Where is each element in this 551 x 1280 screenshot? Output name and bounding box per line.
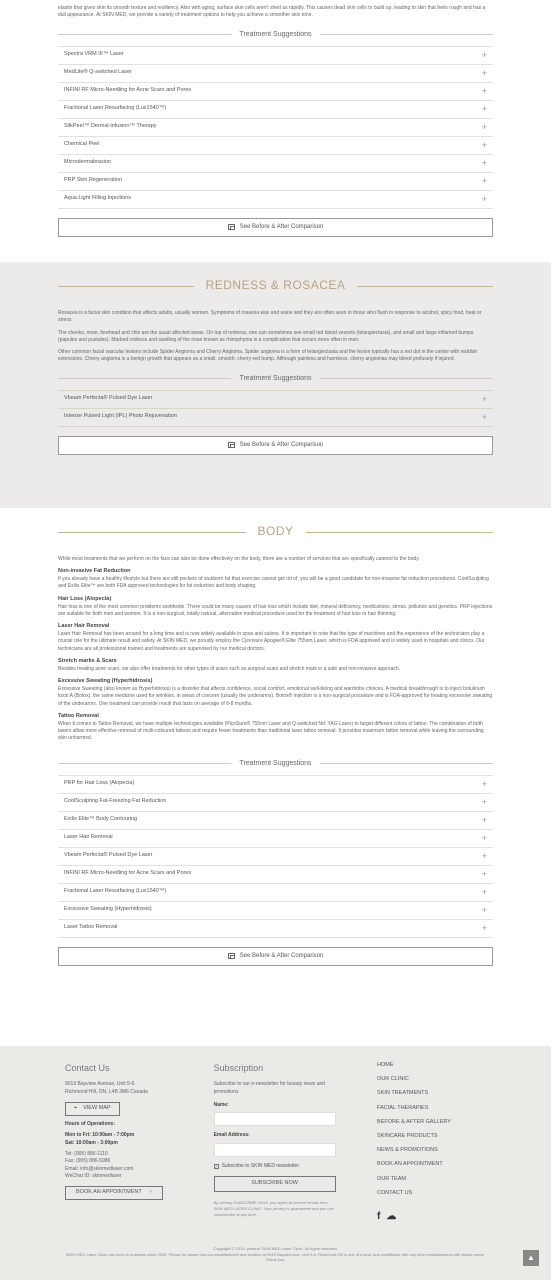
hours-line: Sat: 10:00am - 3:00pm (65, 1139, 118, 1146)
footer-menu-item[interactable]: OUR TEAM (377, 1175, 406, 1182)
gallery-icon (228, 953, 235, 959)
plus-icon: + (481, 103, 487, 114)
before-after-button[interactable]: See Before & After Comparison (58, 947, 493, 966)
plus-icon: + (481, 886, 487, 897)
treatment-item[interactable] (58, 409, 493, 427)
treatment-item-label: Fractional Laser Resurfacing (Lux1540™) (64, 888, 167, 895)
footer-menu-item[interactable]: BOOK AN APPOINTMENT (377, 1161, 443, 1168)
treatment-suggestions-heading: Treatment Suggestions (58, 374, 493, 384)
footer-menu-item[interactable]: CONTACT US (377, 1189, 413, 1196)
treatment-item[interactable] (58, 848, 493, 866)
hours-line: Mon to Fri: 10:00am - 7:00pm (65, 1132, 135, 1139)
plus-icon: + (481, 67, 487, 78)
subsection-heading: Tattoo Removal (58, 712, 99, 719)
address-line: 9019 Bayview Avenue, Unit 5-6 (65, 1081, 135, 1088)
name-label: Name: (213, 1102, 229, 1109)
copyright: Copyright © 2019, present SKIN MED Laser Clinic. All rights reserved. SKIN MED Laser Clinic has been in business since 2005. Please be aware that our establishment and location at 9019 Bayview Ave, Unit 5-6, Richmond Hill is one of a kind, and unaffiliated with any other establishment with similar name. Thank you. (65, 1246, 486, 1263)
newsletter-checkbox[interactable]: ✓ Subscribe to SKIN MED newsletter (214, 1162, 300, 1169)
subsection-heading: Laser Hair Removal (58, 623, 110, 630)
plus-icon: + (481, 175, 487, 186)
treatment-item[interactable] (58, 65, 493, 83)
subsection-text: When it comes to Tattoo Removal, we have multiple technologies available (PicoSure® 755nm Laser and Q-switched Nd: YAG Laser) to target different colors of tattoo. The combination of both lasers allow more effective removal of multi-coloured tattoos and require fewer treatments than traditional laser tattoo removal. It provides maximum tattoo removal while leaving the surrounding skin unharmed. (58, 720, 484, 742)
plus-icon: + (481, 922, 487, 933)
treatment-item[interactable] (58, 830, 493, 848)
name-input[interactable] (214, 1112, 336, 1126)
footer (0, 1046, 551, 1280)
plus-icon: + (481, 157, 487, 168)
view-map-button[interactable]: ⌖ VIEW MAP (65, 1102, 120, 1116)
treatment-item-label: Spectra VRM III™ Laser (64, 51, 124, 58)
treatment-item-label: Microdermabrasion (64, 159, 112, 166)
subsection-heading: Excessive Sweating (Hyperhidrosis) (58, 678, 153, 685)
plus-icon: + (481, 778, 487, 789)
footer-menu-item[interactable]: OUR CLINIC (377, 1076, 409, 1083)
plus-icon: + (481, 49, 487, 60)
treatment-item-label: Fractional Laser Resurfacing (Lux1540™) (64, 105, 167, 112)
arrow-up-icon[interactable]: ▲ (523, 1250, 539, 1266)
contact-title: Contact Us (65, 1063, 110, 1073)
treatment-suggestions-heading: Treatment Suggestions (58, 30, 493, 40)
subscription-column (214, 1062, 377, 1224)
treatment-item-label: Exilis Elite™ Body Contouring (64, 816, 138, 823)
treatment-item-label: Chemical Peel (64, 141, 100, 148)
texture-section (0, 0, 551, 262)
subscription-note: By clicking SUBSCRIBE NOW, you agree to receive emails from SKIN MED LASER CLINIC. Your privacy is guaranteed and you can unsubscribe at any time. (213, 1199, 334, 1217)
email-label: Email Address: (213, 1132, 250, 1139)
footer-menu-item[interactable]: BEFORE & AFTER GALLERY (377, 1118, 451, 1125)
facebook-icon[interactable]: f (377, 1210, 381, 1222)
treatment-item[interactable] (58, 794, 493, 812)
rosacea-section (0, 262, 551, 508)
treatment-list (58, 46, 493, 209)
section-title: REDNESS & ROSACEA (58, 262, 493, 310)
plus-icon: + (481, 393, 487, 404)
gallery-icon (228, 442, 235, 448)
contact-column (65, 1062, 214, 1224)
gallery-icon (228, 224, 235, 230)
subsection-text: If you already have a healthy lifestyle but there are still pockets of stubborn fat that exercise cannot get rid of, you will be a good candidate for non-invasive fat reduction procedures. CoolSculpting and Exilis Elite™ are both FDA approved technologies for fat reduction and body shaping. (58, 576, 489, 590)
plus-icon: + (481, 850, 487, 861)
treatment-item-label: Vbeam Perfecta® Pulsed Dye Laser (64, 395, 153, 402)
treatment-item[interactable] (58, 155, 493, 173)
plus-icon: + (481, 193, 487, 204)
plus-icon: + (481, 832, 487, 843)
treatment-item[interactable] (58, 173, 493, 191)
treatment-item[interactable] (58, 191, 493, 209)
plus-icon: + (481, 796, 487, 807)
hours-title: Hours of Operations: (65, 1121, 116, 1128)
treatment-item-label: PRP Skin Regeneration (64, 177, 122, 184)
paragraph: Other common facial vascular lesions include Spider Angioma and Cherry Angioma. Spider angioma is a form of telangiectasia and the lesion typically has a red dot in the center with reddish extensions. Cherry angioma is a benign growth that appears as a small, smooth, cherry-red bump. Although painless and harmless, cherry angiomas may bleed profusely if injured. (58, 349, 478, 363)
chevron-right-icon: › (149, 1188, 152, 1195)
subscription-title: Subscription (213, 1063, 264, 1073)
body-subsections (58, 568, 493, 742)
subsection-heading: Hair Loss (Alopecia) (58, 595, 112, 602)
plus-icon: + (481, 904, 487, 915)
before-after-button[interactable]: See Before & After Comparison (58, 436, 493, 455)
subsection-text: Excessive Sweating (also known as Hyperhidrosis) is a disorder that affects confidence, social comfort, emotional well-being and wardrobe choices. A medical breakthrough is to inject botulinum toxin A (Botox), the same medicine used for wrinkles, in areas of concern (usually the underarms). Botox® injection is a non-surgical procedure and is FDA-approved for treating excessive sweating of the underarms. One treatment can provide result that lasts on average of 6-8 months. (58, 686, 493, 707)
treatment-item[interactable] (58, 776, 493, 794)
intro-text: elastin that gives skin its smooth texture and resiliency. Also with aging, surface skin cells aren't shed as rapidly. This causes dead skin cells to build up, leading to skin that feels rough and has a dull appearance. At SKIN MED, we provide a variety of treatment options to help you achieve a smoother skin tone. (58, 5, 486, 19)
email-input[interactable] (214, 1143, 336, 1157)
treatment-suggestions-heading: Treatment Suggestions (58, 759, 493, 769)
paragraph: While most treatments that we perform on the face can also be done effectively on the body, there are a number of services that are specifically catered to the body. (58, 556, 420, 562)
subscription-text: Subscribe to our e-newsletter for beauty news and promotions (213, 1081, 326, 1095)
treatment-item[interactable] (58, 47, 493, 65)
book-appointment-button[interactable]: BOOK AN APPOINTMENT › (65, 1186, 163, 1200)
treatment-item-label: Laser Hair Removal (64, 834, 113, 841)
subsection-heading: Stretch marks & Scars (58, 657, 117, 664)
treatment-item-label: INFINI RF Micro-Needling for Acne Scars and Pores (64, 870, 192, 877)
email-link[interactable]: Email: info@skinmedlaser.com (65, 1165, 134, 1172)
plus-icon: + (481, 814, 487, 825)
plus-icon: + (481, 868, 487, 879)
treatment-item[interactable] (58, 920, 493, 938)
treatment-item[interactable] (58, 812, 493, 830)
treatment-item-label: INFINI RF Micro-Needling for Acne Scars and Pores (64, 87, 192, 94)
treatment-item-label: Intense Pulsed Light (IPL) Photo Rejuvenation (64, 413, 177, 420)
footer-menu-item[interactable]: NEWS & PROMOTIONS (377, 1147, 438, 1154)
treatment-item-label: Aqua Light Filling Injections (64, 195, 131, 202)
treatment-item[interactable] (58, 119, 493, 137)
plus-icon: + (481, 411, 487, 422)
treatment-list (58, 775, 493, 938)
footer-menu-item[interactable]: FACIAL THERAPIES (377, 1104, 429, 1111)
footer-menu (377, 1062, 486, 1224)
wechat-id: WeChat ID: skinmedlaser (65, 1173, 122, 1180)
wechat-icon[interactable]: ☁ (386, 1210, 397, 1222)
subsection-heading: Non-invasive Fat Reduction (58, 568, 131, 575)
check-icon: ✓ (214, 1163, 218, 1169)
section-title: BODY (58, 508, 493, 556)
treatment-item-label: CoolSculpting Fat-Freezing Fat Reduction (64, 798, 167, 805)
fax: Fax: (905) 886-5986 (65, 1158, 111, 1165)
subsection-text: Besides treating acne scars, we also offer treatments for other types of scars such as surgical scars and stretch mark in a safe and non-invasive approach. (58, 665, 401, 672)
map-icon: ⌖ (74, 1105, 78, 1112)
subscribe-button[interactable]: SUBSCRIBE NOW (214, 1176, 336, 1192)
treatment-item[interactable] (58, 902, 493, 920)
footer-menu-item[interactable]: HOME (377, 1062, 394, 1068)
footer-menu-item[interactable]: SKINCARE PRODUCTS (377, 1132, 438, 1139)
before-after-button[interactable]: See Before & After Comparison (58, 218, 493, 237)
plus-icon: + (481, 139, 487, 150)
treatment-item-label: PRP for Hair Loss (Alopecia) (64, 780, 135, 787)
paragraph: The cheeks, nose, forehead and chin are the usual affected areas. On top of redness, one can sometimes see small red blood vessels (telangiectasia), and small and large inflamed bumps (papules and pustules). Marked redness and swelling of the nose known as rhinophyma is a complication that occurs more often in men. (58, 329, 474, 343)
treatment-item[interactable] (58, 137, 493, 155)
treatment-item-label: SilkPeel™ Dermal-infusion™ Therapy (64, 123, 157, 130)
subsection-text: Hair loss is one of the most common problems worldwide. There could be many causes of hair loss which include diet, mineral deficiency, medications, stress, pollution and genetics. PRP injections are suitable for both men and women. It is a non-surgical, totally natural, alternative medical procedure used for the treatment of hair loss or hair thinning. (58, 603, 493, 617)
treatment-item[interactable] (58, 83, 493, 101)
treatment-item[interactable] (58, 391, 493, 409)
treatment-item[interactable] (58, 866, 493, 884)
phone[interactable]: Tel: (905) 886-1110 (65, 1150, 108, 1157)
treatment-item[interactable] (58, 884, 493, 902)
plus-icon: + (481, 121, 487, 132)
treatment-item-label: MedLite® Q-switched Laser (64, 69, 132, 76)
treatment-item-label: Excessive Sweating (Hyperhidrosis) (64, 906, 152, 913)
treatment-item-label: Laser Tattoo Removal (64, 924, 118, 931)
social-links (377, 1210, 486, 1225)
treatment-item[interactable] (58, 101, 493, 119)
paragraph: Rosacea is a facial skin condition that affects adults, usually women. Symptoms of rosacea wax and wane and they are often seen in those who flush in response to alcohol, spicy food, heat or stress. (58, 310, 482, 324)
treatment-item-label: Vbeam Perfecta® Pulsed Dye Laser (64, 852, 153, 859)
footer-menu-item[interactable]: SKIN TREATMENTS (377, 1090, 429, 1097)
plus-icon: + (481, 85, 487, 96)
address-line: Richmond Hill, ON, L4B 3M6 Canada (65, 1088, 148, 1095)
body-section (0, 508, 551, 1046)
subsection-text: Laser Hair Removal has been around for a long time and is now widely available in spas and salons. It is important to note that the type of machines and the experience of the technicians play a crucial role for the ultimate result and safety. At SKIN MED, we proudly employ the Cynosure Apogee® Elite 755nm Laser, which is FDA approved and is widely used in hospitals and clinics. Our technicians are all professional trained and treatments are supervised by our medical doctors. (58, 631, 485, 652)
treatment-list (58, 390, 493, 427)
